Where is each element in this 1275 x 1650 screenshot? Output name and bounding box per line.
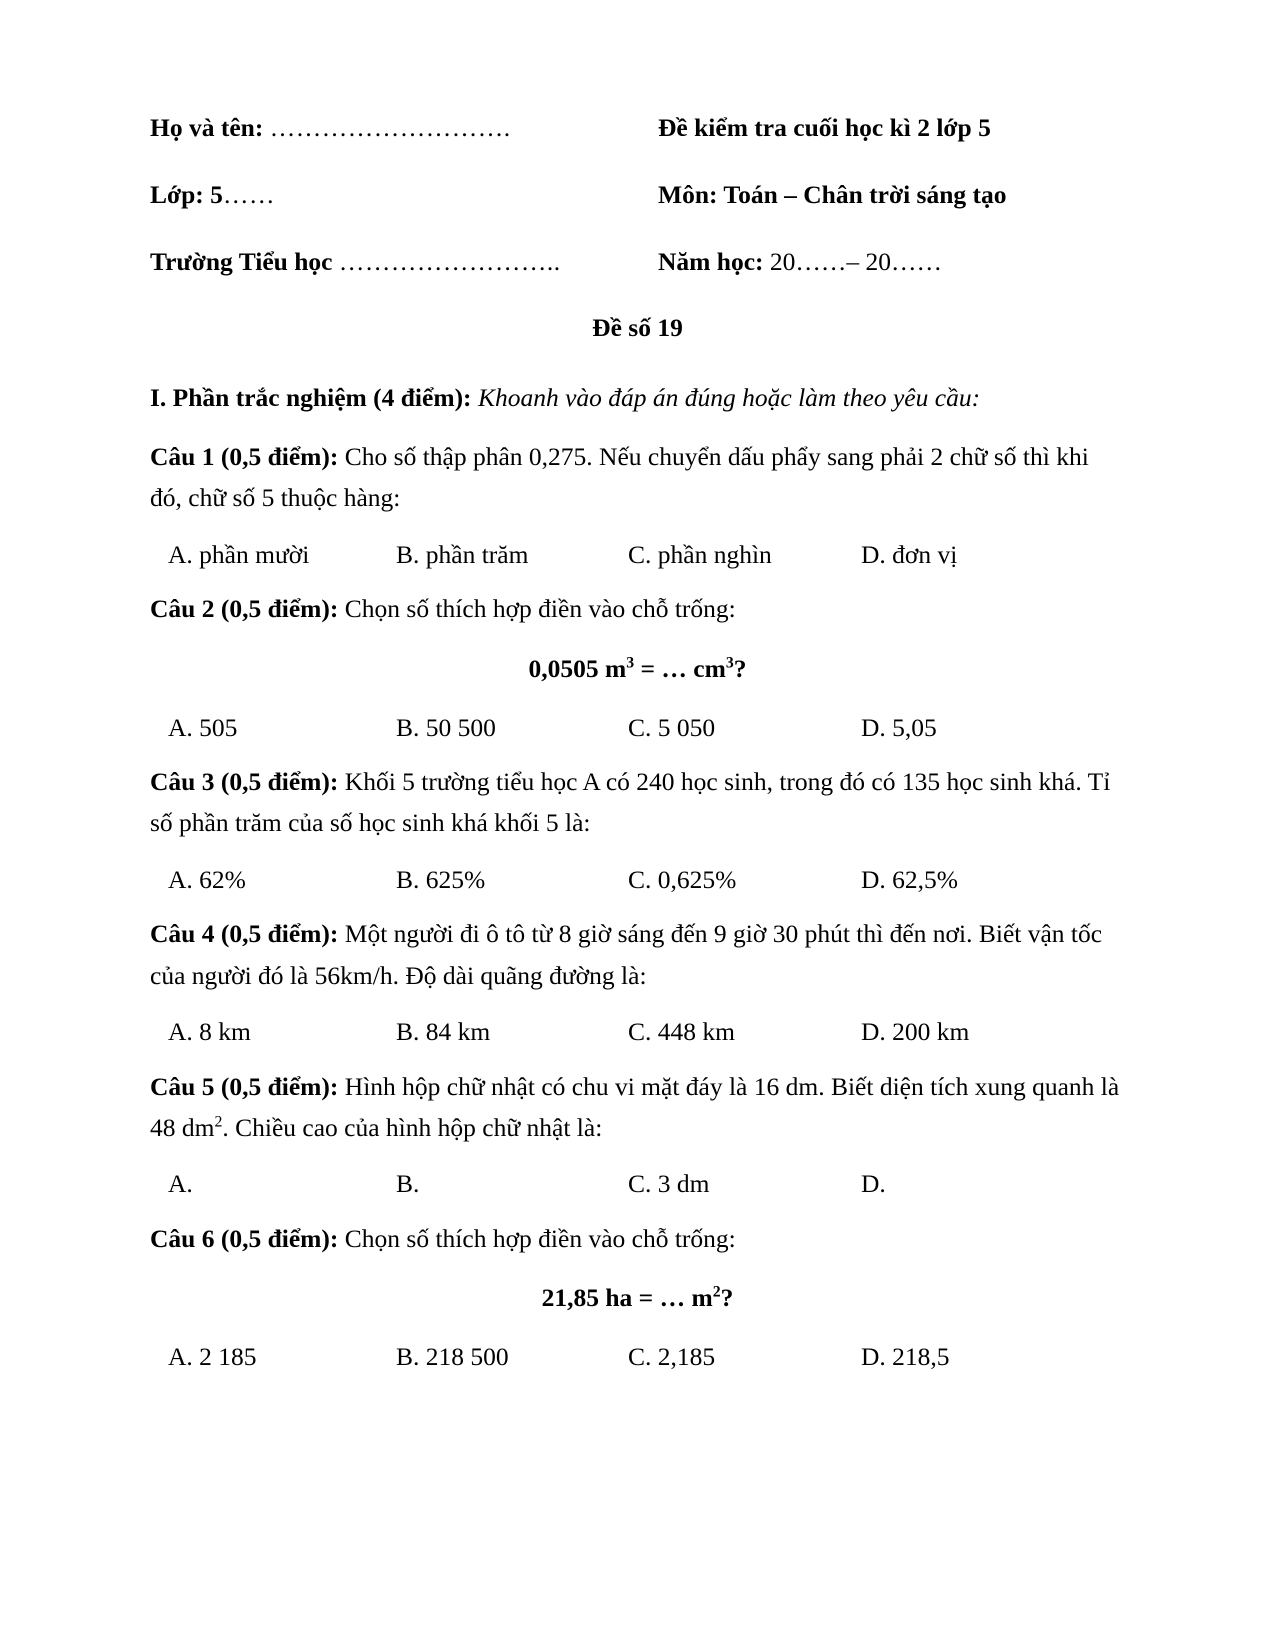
- question-3-text: [150, 761, 1125, 844]
- question-6-text: [150, 1218, 1125, 1259]
- question-4-option-d[interactable]: D. 200 km: [861, 1017, 970, 1047]
- question-2-formula: [150, 654, 1125, 684]
- question-4-body: Một người đi ô tô từ 8 giờ sáng đến 9 giờ 30 phút thì đến nơi. Biết vận tốc của người đó là 56km/h. Độ dài quãng đường là:: [150, 919, 1103, 990]
- question-1-option-c[interactable]: C. phần nghìn: [628, 539, 772, 569]
- class-field: [150, 179, 658, 211]
- question-2-label: Câu 2 (0,5 điểm):: [150, 594, 339, 624]
- question-2-option-a[interactable]: A. 505: [168, 712, 238, 742]
- question-4-option-c[interactable]: C. 448 km: [628, 1017, 735, 1047]
- question-4-option-a[interactable]: A. 8 km: [168, 1017, 251, 1047]
- school-dots: ……………………..: [338, 246, 561, 276]
- header-row-name: [150, 112, 1125, 144]
- question-6-option-a[interactable]: A. 2 185: [168, 1342, 257, 1372]
- school-field: [150, 246, 658, 278]
- question-4-text: [150, 913, 1125, 996]
- question-6-formula: [150, 1283, 1125, 1313]
- question-3-option-b[interactable]: B. 625%: [396, 864, 486, 894]
- question-6-formula-suffix: ?: [720, 1283, 734, 1313]
- question-5-option-a[interactable]: A.: [168, 1169, 193, 1199]
- question-6: [150, 1218, 1125, 1375]
- question-5-label: Câu 5 (0,5 điểm):: [150, 1071, 339, 1101]
- question-5-option-b[interactable]: B.: [396, 1169, 420, 1199]
- school-year-value: 20……– 20……: [769, 246, 943, 276]
- question-3-option-c[interactable]: C. 0,625%: [628, 864, 737, 894]
- question-4-option-b[interactable]: B. 84 km: [396, 1017, 491, 1047]
- question-2-formula-sup2: 3: [725, 654, 734, 671]
- question-2-option-c[interactable]: C. 5 050: [628, 712, 716, 742]
- question-3-options: [150, 862, 1125, 898]
- question-3-body: Khối 5 trường tiểu học A có 240 học sinh, trong đó có 135 học sinh khá. Tỉ số phần trăm của số học sinh khá khối 5 là:: [150, 767, 1111, 838]
- question-4: [150, 913, 1125, 1049]
- question-6-options: [150, 1339, 1125, 1375]
- question-5-options: [150, 1166, 1125, 1202]
- question-6-formula-prefix: 21,85 ha = … m: [541, 1283, 713, 1313]
- question-5-text: [150, 1066, 1125, 1149]
- section-part-one-heading: [150, 377, 1125, 418]
- question-4-options: [150, 1014, 1125, 1050]
- subject-heading: Môn: Toán – Chân trời sáng tạo: [658, 179, 1007, 209]
- question-5-body-part1: Hình hộp chữ nhật có chu vi mặt đáy là 16 dm. Biết diện tích xung quanh là 48 dm: [150, 1071, 1120, 1143]
- question-2-text: [150, 588, 1125, 629]
- question-2-option-b[interactable]: B. 50 500: [396, 712, 496, 742]
- question-5: [150, 1066, 1125, 1202]
- question-3: [150, 761, 1125, 897]
- question-6-label: Câu 6 (0,5 điểm):: [150, 1224, 339, 1254]
- section-part-one-label: I. Phần trắc nghiệm (4 điểm):: [150, 382, 472, 412]
- school-year-label: Năm học:: [658, 246, 764, 276]
- question-2: [150, 588, 1125, 745]
- header-row-school: [150, 246, 1125, 278]
- exam-number-heading: Đề số 19: [592, 312, 683, 342]
- question-6-formula-sup: 2: [712, 1283, 721, 1301]
- question-5-option-c[interactable]: C. 3 dm: [628, 1169, 710, 1199]
- question-3-label: Câu 3 (0,5 điểm):: [150, 767, 339, 797]
- question-1-option-a[interactable]: A. phần mười: [168, 539, 310, 569]
- question-2-options: [150, 710, 1125, 746]
- question-6-option-d[interactable]: D. 218,5: [861, 1342, 950, 1372]
- header-row-class: [150, 179, 1125, 211]
- question-6-option-c[interactable]: C. 2,185: [628, 1342, 716, 1372]
- section-part-one-instruction: Khoanh vào đáp án đúng hoặc làm theo yêu cầu:: [477, 382, 981, 412]
- question-1: [150, 436, 1125, 572]
- question-2-formula-prefix: 0,0505 m: [528, 653, 627, 683]
- question-1-body: Cho số thập phân 0,275. Nếu chuyển dấu phẩy sang phải 2 chữ số thì khi đó, chữ số 5 thuộc hàng:: [150, 441, 1089, 513]
- question-3-option-a[interactable]: A. 62%: [168, 864, 246, 894]
- question-1-options: [150, 537, 1125, 573]
- question-3-option-d[interactable]: D. 62,5%: [861, 864, 959, 894]
- question-1-text: [150, 436, 1125, 519]
- exam-header: [150, 112, 1125, 278]
- question-2-formula-suffix: ?: [733, 653, 747, 683]
- question-2-body: Chọn số thích hợp điền vào chỗ trống:: [344, 594, 736, 624]
- student-name-dots: ……………………….: [269, 113, 511, 142]
- question-5-option-d[interactable]: D.: [861, 1169, 886, 1199]
- question-6-option-b[interactable]: B. 218 500: [396, 1342, 509, 1372]
- question-1-option-b[interactable]: B. phần trăm: [396, 539, 529, 569]
- class-label: Lớp: 5: [150, 179, 223, 209]
- question-2-formula-mid: = … cm: [634, 653, 726, 683]
- student-name-label: Họ và tên:: [150, 113, 264, 142]
- question-5-body-part2: . Chiều cao của hình hộp chữ nhật là:: [222, 1113, 603, 1143]
- class-dots: ……: [222, 179, 275, 209]
- student-name-field: [150, 112, 658, 144]
- question-1-label: Câu 1 (0,5 điểm):: [150, 441, 339, 471]
- school-label: Trường Tiểu học: [150, 246, 333, 276]
- question-2-formula-sup1: 3: [626, 654, 635, 671]
- school-year-field: [658, 246, 1125, 278]
- question-5-body-sup: 2: [214, 1113, 223, 1131]
- question-6-body: Chọn số thích hợp điền vào chỗ trống:: [344, 1224, 736, 1254]
- question-2-option-d[interactable]: D. 5,05: [861, 712, 937, 742]
- question-4-label: Câu 4 (0,5 điểm):: [150, 919, 339, 949]
- question-1-option-d[interactable]: D. đơn vị: [861, 539, 958, 569]
- exam-title-heading: Đề kiểm tra cuối học kì 2 lớp 5: [658, 113, 991, 142]
